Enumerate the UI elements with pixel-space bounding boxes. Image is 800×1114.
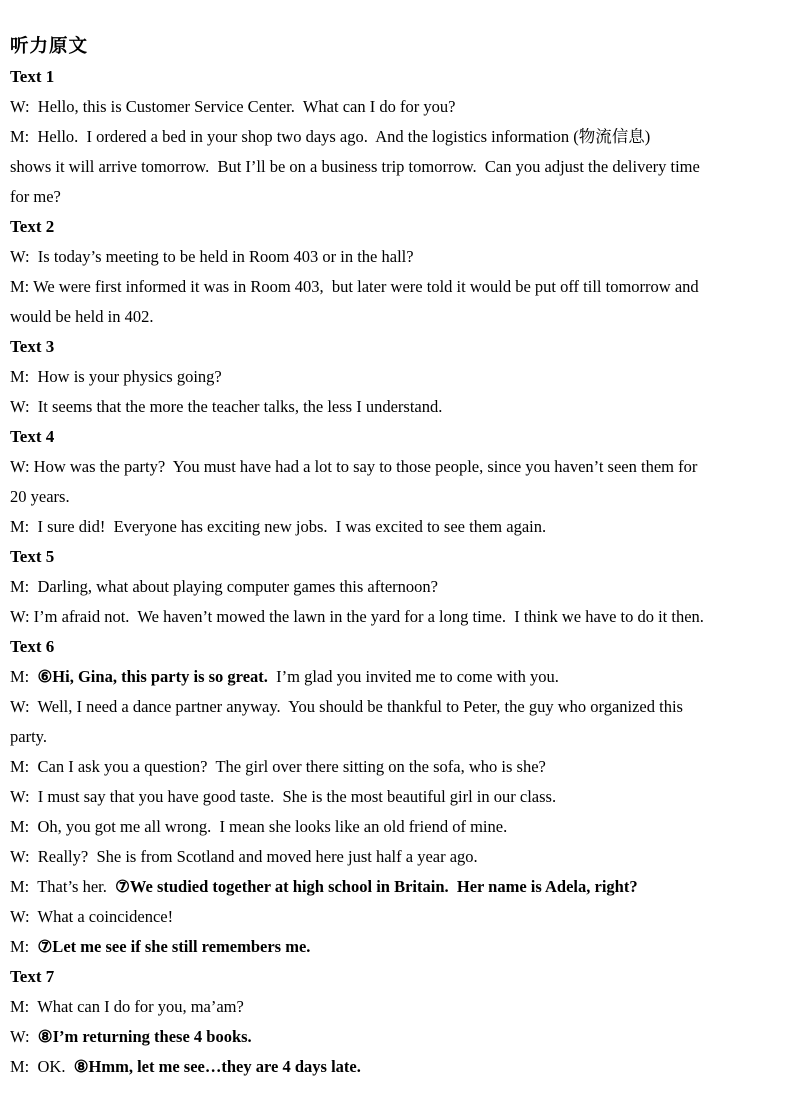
dialogue-text: W:	[10, 1027, 38, 1046]
transcript-line	[10, 722, 792, 752]
page-title: 听力原文	[10, 37, 89, 57]
section-heading	[10, 542, 792, 572]
dialogue-text: for me?	[10, 187, 61, 206]
transcript-line	[10, 992, 792, 1022]
dialogue-text: M: What can I do for you, ma’am?	[10, 997, 244, 1016]
dialogue-text: M: Darling, what about playing computer games this afternoon?	[10, 577, 438, 596]
transcript-line	[10, 932, 792, 962]
transcript-line	[10, 1022, 792, 1052]
dialogue-text: I’m glad you invited me to come with you.	[267, 667, 559, 686]
dialogue-text: shows it will arrive tomorrow. But I’ll be on a business trip tomorrow. Can you adjust the delivery time	[10, 157, 700, 176]
dialogue-text: would be held in 402.	[10, 307, 154, 326]
dialogue-text: M: OK.	[10, 1057, 74, 1076]
transcript-line	[10, 752, 792, 782]
dialogue-text: M: We were first informed it was in Room 403, but later were told it would be put off till tomorrow and	[10, 277, 699, 296]
dialogue-text: M: How is your physics going?	[10, 367, 222, 386]
dialogue-text: W: Hello, this is Customer Service Center. What can I do for you?	[10, 97, 456, 116]
transcript-line	[10, 92, 792, 122]
bold-emphasis-text: Text 2	[10, 217, 55, 236]
bold-emphasis-text: ⑧Hmm, let me see…they are 4 days late.	[73, 1057, 361, 1076]
bold-emphasis-text: Text 6	[10, 637, 55, 656]
transcript-line	[10, 902, 792, 932]
transcript-line	[10, 272, 792, 302]
transcript-line	[10, 182, 792, 212]
dialogue-text: M: I sure did! Everyone has exciting new jobs. I was excited to see them again.	[10, 517, 547, 536]
section-heading	[10, 632, 792, 662]
dialogue-text: W: I’m afraid not. We haven’t mowed the lawn in the yard for a long time. I think we have to do it then.	[10, 607, 704, 626]
dialogue-text: M:	[10, 937, 38, 956]
transcript	[10, 62, 792, 1082]
section-heading	[10, 62, 792, 92]
dialogue-text: 20 years.	[10, 487, 70, 506]
transcript-line	[10, 362, 792, 392]
transcript-line	[10, 302, 792, 332]
dialogue-text: party.	[10, 727, 47, 746]
section-heading	[10, 962, 792, 992]
dialogue-text: M:	[10, 667, 38, 686]
dialogue-text: W: How was the party? You must have had a lot to say to those people, since you haven’t seen them for	[10, 457, 698, 476]
bold-emphasis-text: ⑦Let me see if she still remembers me.	[37, 937, 311, 956]
dialogue-text: W: Really? She is from Scotland and moved here just half a year ago.	[10, 847, 478, 866]
bold-emphasis-text: ⑦We studied together at high school in Britain. Her name is Adela, right?	[115, 877, 638, 896]
transcript-line	[10, 392, 792, 422]
transcript-line	[10, 842, 792, 872]
bold-emphasis-text: ⑥Hi, Gina, this party is so great.	[37, 667, 268, 686]
dialogue-text: M: Hello. I ordered a bed in your shop two days ago. And the logistics information (物流信息)	[10, 127, 651, 146]
transcript-line	[10, 692, 792, 722]
dialogue-text: W: It seems that the more the teacher talks, the less I understand.	[10, 397, 443, 416]
transcript-line	[10, 152, 792, 182]
section-heading	[10, 212, 792, 242]
bold-emphasis-text: Text 7	[10, 967, 55, 986]
transcript-line	[10, 242, 792, 272]
bold-emphasis-text: Text 3	[10, 337, 55, 356]
transcript-line	[10, 602, 792, 632]
transcript-line	[10, 122, 792, 152]
bold-emphasis-text: ⑧I’m returning these 4 books.	[37, 1027, 252, 1046]
section-heading	[10, 332, 792, 362]
transcript-line	[10, 782, 792, 812]
section-heading	[10, 422, 792, 452]
dialogue-text: W: Is today’s meeting to be held in Room 403 or in the hall?	[10, 247, 414, 266]
transcript-line	[10, 1052, 792, 1082]
transcript-line	[10, 512, 792, 542]
transcript-line	[10, 572, 792, 602]
dialogue-text: W: Well, I need a dance partner anyway. You should be thankful to Peter, the guy who organized this	[10, 697, 683, 716]
transcript-line	[10, 482, 792, 512]
dialogue-text: M: Can I ask you a question? The girl over there sitting on the sofa, who is she?	[10, 757, 546, 776]
transcript-line	[10, 452, 792, 482]
dialogue-text: W: What a coincidence!	[10, 907, 174, 926]
dialogue-text: W: I must say that you have good taste. She is the most beautiful girl in our class.	[10, 787, 557, 806]
transcript-line	[10, 812, 792, 842]
bold-emphasis-text: Text 4	[10, 427, 55, 446]
bold-emphasis-text: Text 5	[10, 547, 55, 566]
transcript-line	[10, 662, 792, 692]
bold-emphasis-text: Text 1	[10, 67, 55, 86]
dialogue-text: M: Oh, you got me all wrong. I mean she looks like an old friend of mine.	[10, 817, 508, 836]
transcript-line	[10, 872, 792, 902]
dialogue-text: M: That’s her.	[10, 877, 116, 896]
